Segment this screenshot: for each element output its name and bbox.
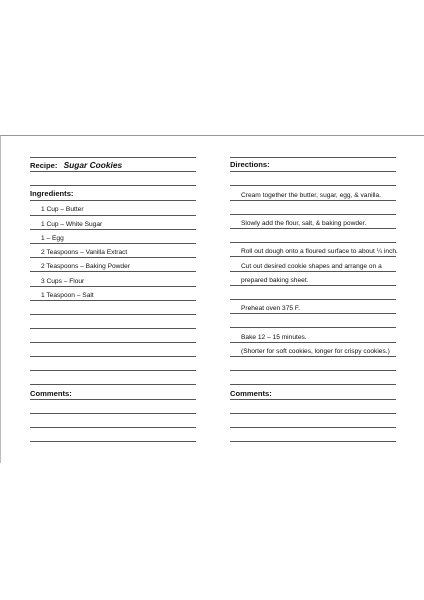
rule [30, 441, 196, 442]
rule [230, 370, 396, 371]
rule [230, 256, 396, 257]
rule [230, 214, 396, 215]
rule [230, 441, 396, 442]
rule [30, 342, 196, 343]
rule [230, 157, 396, 158]
rule [30, 413, 196, 414]
direction-step: Cut out desired cookie shapes and arrange on a [241, 263, 382, 270]
rule [230, 427, 396, 428]
recipe-title-row [30, 161, 196, 170]
ingredient-item: 1 Teaspoon – Salt [41, 292, 94, 299]
directions-heading: Directions: [230, 160, 270, 169]
rule [30, 243, 196, 244]
recipe-card [0, 135, 424, 463]
ingredient-item: 1 Cup – Butter [41, 206, 84, 213]
rule [30, 399, 196, 400]
direction-step: (Shorter for soft cookies, longer for crispy cookies.) [241, 348, 390, 355]
rule [230, 228, 396, 229]
rule [230, 271, 396, 272]
rule [230, 356, 396, 357]
rule [230, 285, 396, 286]
rule [30, 370, 196, 371]
rule [30, 229, 196, 230]
rule [30, 257, 196, 258]
rule [30, 314, 196, 315]
direction-step: Cream together the butter, sugar, egg, & vanilla. [241, 192, 382, 199]
rule [30, 384, 196, 385]
direction-step: Slowly add the flour, salt, & baking powder. [241, 220, 367, 227]
rule [30, 185, 196, 186]
rule [230, 313, 396, 314]
rule [230, 200, 396, 201]
rule [230, 242, 396, 243]
recipe-title: Sugar Cookies [63, 160, 123, 170]
rule [230, 327, 396, 328]
direction-step: prepared baking sheet. [241, 277, 309, 284]
rule [230, 299, 396, 300]
ingredient-item: 3 Cups – Flour [41, 278, 85, 285]
ingredient-item: 1 Cup – White Sugar [41, 221, 103, 228]
rule [30, 171, 196, 172]
rule [230, 171, 396, 172]
rule [30, 200, 196, 201]
rule [30, 215, 196, 216]
rule [230, 342, 396, 343]
comments-heading: Comments: [30, 389, 72, 398]
recipe-label: Recipe: [30, 161, 58, 170]
comments-heading: Comments: [230, 389, 272, 398]
rule [230, 413, 396, 414]
rule [30, 300, 196, 301]
direction-step: Roll out dough onto a floured surface to about ¼ inch. [241, 248, 398, 255]
rule [230, 185, 396, 186]
direction-step: Bake 12 – 15 minutes. [241, 334, 307, 341]
rule [30, 328, 196, 329]
rule [30, 286, 196, 287]
rule [30, 427, 196, 428]
ingredients-heading: Ingredients: [30, 189, 74, 198]
rule [30, 356, 196, 357]
direction-step: Preheat oven 375 F. [241, 305, 301, 312]
ingredient-item: 2 Teaspoons – Baking Powder [41, 263, 130, 270]
rule [230, 399, 396, 400]
rule [30, 271, 196, 272]
rule [30, 157, 196, 158]
rule [230, 384, 396, 385]
ingredient-item: 1 – Egg [41, 235, 64, 242]
ingredient-item: 2 Teaspoons – Vanilla Extract [41, 249, 128, 256]
